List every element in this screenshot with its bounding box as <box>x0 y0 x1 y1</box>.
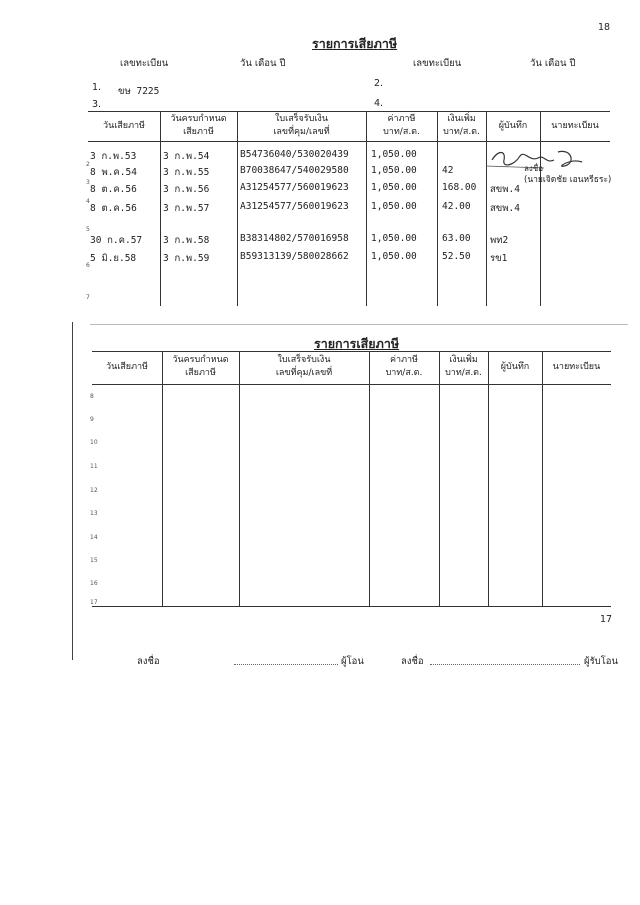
row-tax: 1,050.00 <box>371 251 417 262</box>
slot-1-value: ขษ 7225 <box>118 86 160 97</box>
header-registrar: นายทะเบียน <box>551 121 599 131</box>
reg-label-2: เลขทะเบียน <box>413 58 462 69</box>
header-receipt-line1: ใบเสร็จรับเงิน <box>275 114 328 124</box>
section-title-bottom: รายการเสียภาษี <box>314 336 400 351</box>
row-paid-date: 8 ต.ค.56 <box>90 184 137 195</box>
header-extra-line2: บาท/ส.ต. <box>443 127 480 137</box>
transferee-signature-line <box>430 663 580 665</box>
header-due-date-line2: เสียภาษี <box>185 368 216 378</box>
row-due-date: 3 ก.พ.58 <box>163 235 210 246</box>
row-paid-date: 5 มิ.ย.58 <box>90 253 137 264</box>
row-tax: 1,050.00 <box>371 165 417 176</box>
row-number: 8 <box>90 393 94 400</box>
header-tax-line1: ค่าภาษี <box>387 114 416 124</box>
row-number: 16 <box>90 580 98 587</box>
header-receipt-line2: เลขที่คุม/เลขที่ <box>273 127 330 137</box>
signature-caption: ลงชื่อ <box>524 164 544 173</box>
header-recorder: ผู้บันทึก <box>498 121 528 131</box>
row-tax: 1,050.00 <box>371 149 417 160</box>
row-number: 17 <box>90 599 98 606</box>
header-extra-line1: เงินเพิ่ม <box>449 355 478 365</box>
header-due-date-line1: วันครบกำหนด <box>172 355 229 365</box>
row-due-date: 3 ก.พ.55 <box>163 167 210 178</box>
row-tax: 1,050.00 <box>371 201 417 212</box>
row-receipt: A31254577/560019623 <box>240 201 349 212</box>
row-number: 2 <box>86 161 90 168</box>
row-due-date: 3 ก.พ.54 <box>163 151 210 162</box>
scan-edge <box>72 322 73 660</box>
page-number-bottom: 17 <box>600 614 613 625</box>
row-number: 5 <box>86 226 90 233</box>
row-number: 6 <box>86 262 90 269</box>
sign-label-transferee: ลงชื่อ <box>401 656 424 667</box>
header-extra-line2: บาท/ส.ต. <box>445 368 482 378</box>
row-number: 9 <box>90 416 94 423</box>
row-due-date: 3 ก.พ.59 <box>163 253 210 264</box>
signature-name: (นายเจิดชัย เอนหรีธระ) <box>524 175 612 185</box>
row-number: 3 <box>86 179 90 186</box>
row-extra: 42.00 <box>442 201 471 212</box>
role-transferee: ผู้รับโอน <box>584 656 619 667</box>
row-receipt: B59313139/580028662 <box>240 251 349 262</box>
row-receipt: A31254577/560019623 <box>240 182 349 193</box>
row-extra: 52.50 <box>442 251 471 262</box>
section-title-top: รายการเสียภาษี <box>312 36 398 51</box>
role-transferor: ผู้โอน <box>341 656 364 667</box>
header-extra-line1: เงินเพิ่ม <box>447 114 476 124</box>
row-receipt: B38314802/570016958 <box>240 233 349 244</box>
row-receipt: B54736040/530020439 <box>240 149 349 160</box>
header-registrar: นายทะเบียน <box>552 362 601 372</box>
transferor-signature-line <box>234 663 338 665</box>
row-extra: 168.00 <box>442 182 477 193</box>
header-recorder: ผู้บันทึก <box>500 362 530 372</box>
row-number: 7 <box>86 294 90 301</box>
header-paid-date: วันเสียภาษี <box>106 362 148 372</box>
row-receipt: B70038647/540029580 <box>240 165 349 176</box>
slot-2-number: 2. <box>374 78 384 89</box>
header-tax-line2: บาท/ส.ต. <box>385 368 423 378</box>
header-receipt-line1: ใบเสร็จรับเงิน <box>277 355 331 365</box>
header-due-date-line2: เสียภาษี <box>183 127 214 137</box>
reg-label-1: เลขทะเบียน <box>120 58 169 69</box>
row-number: 15 <box>90 557 98 564</box>
date-label-1: วัน เดือน ปี <box>240 58 286 69</box>
row-recorder: สขพ.4 <box>490 203 520 214</box>
page-number-top: 18 <box>598 22 611 33</box>
row-extra: 42 <box>442 165 454 176</box>
row-number: 14 <box>90 534 98 541</box>
row-paid-date: 8 พ.ค.54 <box>90 167 137 178</box>
registrar-signature <box>484 146 612 185</box>
sign-label-transferor: ลงชื่อ <box>137 656 160 667</box>
row-paid-date: 30 ก.ค.57 <box>90 235 143 246</box>
row-tax: 1,050.00 <box>371 182 417 193</box>
row-recorder: รข1 <box>490 253 508 264</box>
row-number: 12 <box>90 487 98 494</box>
slot-3-number: 3. <box>92 99 102 110</box>
row-number: 10 <box>90 439 98 446</box>
row-paid-date: 3 ก.พ.53 <box>90 151 137 162</box>
row-recorder: สขพ.4 <box>490 184 520 195</box>
date-label-2: วัน เดือน ปี <box>530 58 576 69</box>
slot-4-number: 4. <box>374 98 384 109</box>
slot-1-number: 1. <box>92 82 102 93</box>
separator <box>90 324 628 325</box>
header-tax-line2: บาท/ส.ต. <box>383 127 420 137</box>
row-extra: 63.00 <box>442 233 471 244</box>
header-tax-line1: ค่าภาษี <box>390 355 418 365</box>
row-number: 11 <box>90 463 98 470</box>
row-due-date: 3 ก.พ.57 <box>163 203 210 214</box>
row-recorder: พท2 <box>490 235 509 246</box>
row-paid-date: 8 ต.ค.56 <box>90 203 137 214</box>
row-number: 13 <box>90 510 98 517</box>
header-receipt-line2: เลขที่คุม/เลขที่ <box>275 368 333 378</box>
header-due-date-line1: วันครบกำหนด <box>170 114 227 124</box>
row-due-date: 3 ก.พ.56 <box>163 184 210 195</box>
header-paid-date: วันเสียภาษี <box>103 121 145 131</box>
row-number: 4 <box>86 198 90 205</box>
row-tax: 1,050.00 <box>371 233 417 244</box>
